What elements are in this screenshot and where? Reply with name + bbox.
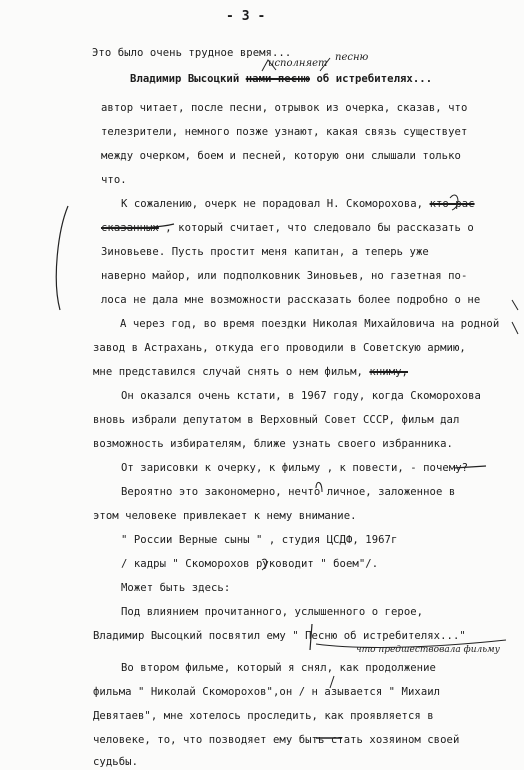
line-24: Под влиянием прочитанного, услышенного о герое, bbox=[121, 606, 424, 618]
line-21: " России Верные сыны " , студия ЦСДФ, 1967г bbox=[121, 534, 398, 546]
line-4: телезрители, немного позже узнают, какая связь существует bbox=[101, 126, 468, 138]
line-29-text: человеке, то, что позводяет ему быть стать хозяином своей bbox=[93, 734, 460, 746]
line-18: От зарисовки к очерку, к фильму , к повести, - почему? bbox=[121, 462, 469, 474]
pen-margin-tick bbox=[512, 300, 518, 310]
line-19: Вероятно это закономерно, нечто личное, заложенное в bbox=[121, 486, 456, 498]
line-2 bbox=[130, 72, 432, 86]
line-8 bbox=[101, 221, 474, 235]
line-27: фильма " Николай Скоморохов",он / н азывается " Михаил bbox=[93, 686, 441, 698]
line-7 bbox=[121, 197, 475, 211]
line-15: Он оказался очень кстати, в 1967 году, когда Скоморохова bbox=[121, 390, 481, 402]
line-8-struck: сказанных bbox=[101, 222, 159, 234]
pen-margin-tick-2 bbox=[512, 322, 518, 334]
line-6: что. bbox=[101, 174, 127, 186]
line-22: / кадры " Скоморохов руководит " боем"/. bbox=[121, 558, 379, 570]
pen-bracket-left bbox=[56, 206, 68, 310]
line-5: между очерком, боем и песней, которую они слышали только bbox=[101, 150, 461, 162]
line-14 bbox=[93, 365, 408, 379]
line-10: наверно майор, или подполковник Зиновьев, но газетная по- bbox=[101, 270, 468, 282]
line-23: Может быть здесь: bbox=[121, 582, 231, 594]
line-7-part-a: К сожалению, очерк не порадовал Н. Скоморохова, bbox=[121, 198, 424, 210]
line-13: завод в Астрахань, откуда его проводили в Советскую армию, bbox=[93, 342, 466, 354]
line-14-part-a: мне представился случай снять о нем фильм, bbox=[93, 366, 363, 378]
page-number: - 3 - bbox=[226, 9, 266, 24]
line-8-part-b: , который считает, что следовало бы рассказать о bbox=[165, 222, 474, 234]
line-20: этом человеке привлекает к нему внимание. bbox=[93, 510, 357, 522]
line-2-struck: нами песню bbox=[245, 73, 310, 85]
handwritten-insert-performs: исполняет bbox=[268, 58, 328, 69]
line-12: А через год, во время поездки Николая Михайловича на родной bbox=[120, 318, 500, 330]
line-28: Девятаев", мне хотелось проследить, как проявляется в bbox=[93, 710, 434, 722]
line-17: возможность избирателям, ближе узнать своего избранника. bbox=[93, 438, 453, 450]
line-29 bbox=[93, 733, 459, 747]
line-11: лоса не дала мне возможности рассказать более подробно о не bbox=[101, 294, 481, 306]
line-9: Зиновьеве. Пусть простит меня капитан, а теперь уже bbox=[101, 246, 429, 258]
line-3: автор читает, после песни, отрывок из очерка, сказав, что bbox=[101, 102, 468, 114]
line-26: Во втором фильме, который я снял, как продолжение bbox=[121, 662, 436, 674]
line-2-part-b: об истребителях... bbox=[316, 73, 433, 85]
line-16: вновь избрали депутатом в Верховный Совет СССР, фильм дал bbox=[93, 414, 460, 426]
handwritten-margin-note: что предшествовала фильму bbox=[356, 645, 500, 655]
handwritten-insert-song: песню bbox=[335, 52, 369, 63]
line-30: судьбы. bbox=[93, 756, 138, 768]
line-2-part-a: Владимир Высоцкий bbox=[130, 73, 240, 85]
line-14-struck: книму, bbox=[369, 366, 408, 378]
line-7-struck: кто рас bbox=[429, 198, 475, 210]
line-1: Это было очень трудное время... bbox=[92, 47, 292, 59]
line-25: Владимир Высоцкий посвятил ему " Песню об истребителях..." bbox=[93, 630, 466, 642]
